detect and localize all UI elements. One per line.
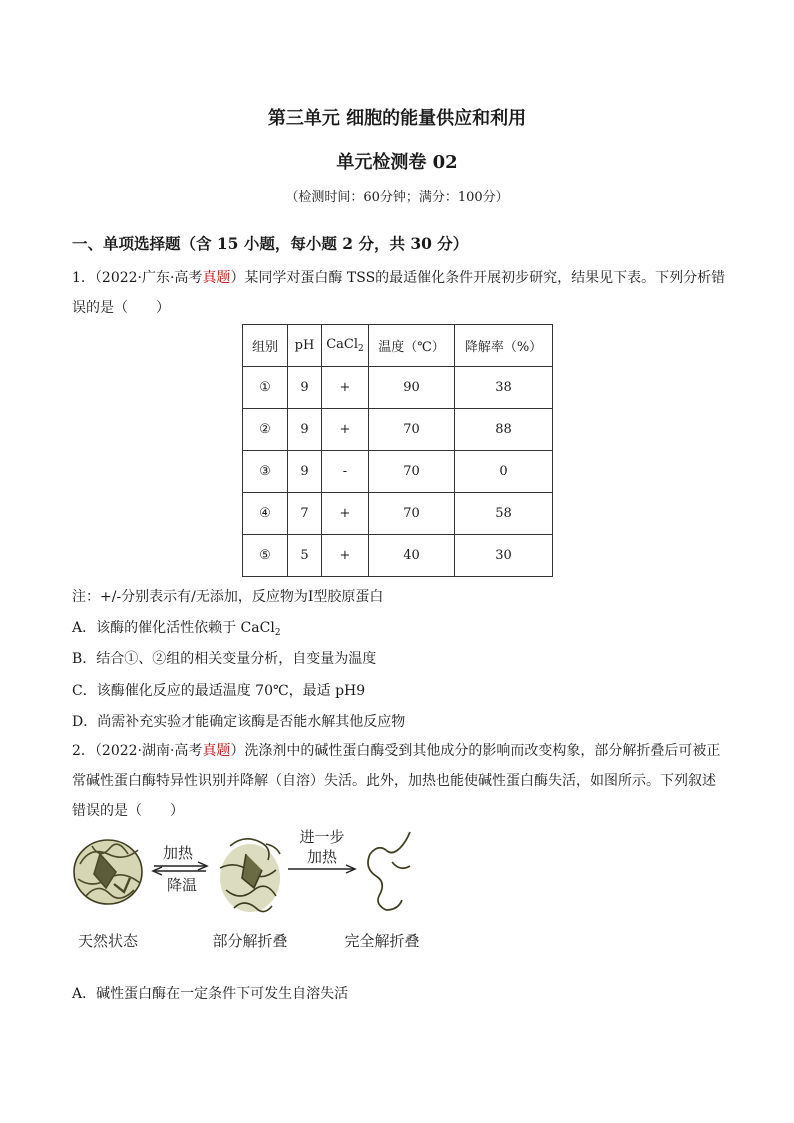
question-1-tag: 真题 <box>202 270 231 286</box>
arrow1-top-label: 加热 <box>162 844 194 862</box>
table-cell: + <box>322 535 369 577</box>
question-1-table <box>242 324 553 577</box>
question-1-prefix: 1．（2022·广东·高考 <box>72 270 203 286</box>
table-row <box>243 367 553 409</box>
table-row <box>243 493 553 535</box>
table-header-cell: pH <box>288 325 322 367</box>
unit-title: 第三单元 细胞的能量供应和利用 <box>267 108 527 129</box>
table-header-cell: 温度（℃） <box>369 325 455 367</box>
table-cell: 9 <box>288 451 322 493</box>
question-2-prefix: 2．（2022·湖南·高考 <box>72 743 203 759</box>
test-subtitle: 单元检测卷 02 <box>336 152 458 173</box>
table-cell: + <box>322 409 369 451</box>
label-fully-unfolded: 完全解折叠 <box>344 932 420 950</box>
label-partially-unfolded: 部分解折叠 <box>212 932 288 950</box>
table-header-cell <box>322 325 369 367</box>
native-protein-image <box>74 840 142 904</box>
question-1-option-d: D．尚需补充实验才能确定该酶是否能水解其他反应物 <box>72 714 406 730</box>
table-cell: 38 <box>455 367 553 409</box>
table-header-cell: 组别 <box>243 325 288 367</box>
arrow2-bottom-label: 加热 <box>306 848 338 866</box>
table-row <box>243 451 553 493</box>
reversible-arrows <box>153 844 207 894</box>
option-a-subscript: 2 <box>274 628 281 638</box>
test-meta: （检测时间：60分钟；满分：100分） <box>285 190 509 205</box>
table-row <box>243 535 553 577</box>
table-cell: 88 <box>455 409 553 451</box>
table-header-row <box>243 325 553 367</box>
question-1-option-c: C．该酶催化反应的最适温度 70℃，最适 pH9 <box>72 683 366 699</box>
arrow2-top-label: 进一步 <box>299 828 345 846</box>
arrow1-bottom-label: 降温 <box>166 876 198 894</box>
table-cell: ③ <box>243 451 288 493</box>
table-cell: ④ <box>243 493 288 535</box>
question-1-note: 注：+/-分别表示有/无添加，反应物为Ⅰ型胶原蛋白 <box>72 589 384 605</box>
table-cell: ② <box>243 409 288 451</box>
table-cell: ① <box>243 367 288 409</box>
cacl-header-text: CaCl <box>326 337 359 352</box>
question-1 <box>72 263 726 323</box>
label-native-state: 天然状态 <box>77 932 139 950</box>
table-cell: 7 <box>288 493 322 535</box>
table-cell: 9 <box>288 367 322 409</box>
question-2-text: ）洗涤剂中的碱性蛋白酶受到其他成分的影响而改变构象，部分解折叠后可被正常碱性蛋白酶特异性识别并降解（自溶）失活。此外，加热也能使碱性蛋白酶失活，如图所示。下列叙述错误的是（ ） <box>72 743 721 819</box>
table-cell: 0 <box>455 451 553 493</box>
section-heading: 一、单项选择题（含 15 小题，每小题 2 分，共 30 分） <box>72 234 469 253</box>
table-cell: 58 <box>455 493 553 535</box>
partially-unfolded-protein-image <box>220 839 280 912</box>
question-1-text: ）某同学对蛋白酶 TSS的最适催化条件开展初步研究，结果见下表。下列分析错误的是（ ） <box>72 270 726 316</box>
question-1-option-a <box>72 617 281 638</box>
question-2 <box>72 736 726 826</box>
cacl-header-subscript: 2 <box>358 344 364 354</box>
question-2-option-a: A．碱性蛋白酶在一定条件下可发生自溶失活 <box>72 986 349 1002</box>
protein-unfolding-figure <box>70 824 430 956</box>
table-cell: + <box>322 493 369 535</box>
table-header-cell: 降解率（%） <box>455 325 553 367</box>
table-cell: 90 <box>369 367 455 409</box>
table-cell: 70 <box>369 493 455 535</box>
question-1-option-b: B．结合①、②组的相关变量分析，自变量为温度 <box>72 651 377 667</box>
table-cell: 70 <box>369 409 455 451</box>
table-cell: + <box>322 367 369 409</box>
table-cell: 9 <box>288 409 322 451</box>
table-row <box>243 409 553 451</box>
table-cell: 70 <box>369 451 455 493</box>
table-cell: 40 <box>369 535 455 577</box>
fully-unfolded-protein-image <box>368 832 410 910</box>
table-cell: 30 <box>455 535 553 577</box>
table-cell: - <box>322 451 369 493</box>
option-a-text: A．该酶的催化活性依赖于 CaCl <box>72 620 275 636</box>
further-heating-arrow <box>288 828 355 873</box>
table-cell: ⑤ <box>243 535 288 577</box>
table-cell: 5 <box>288 535 322 577</box>
question-2-tag: 真题 <box>202 743 231 759</box>
